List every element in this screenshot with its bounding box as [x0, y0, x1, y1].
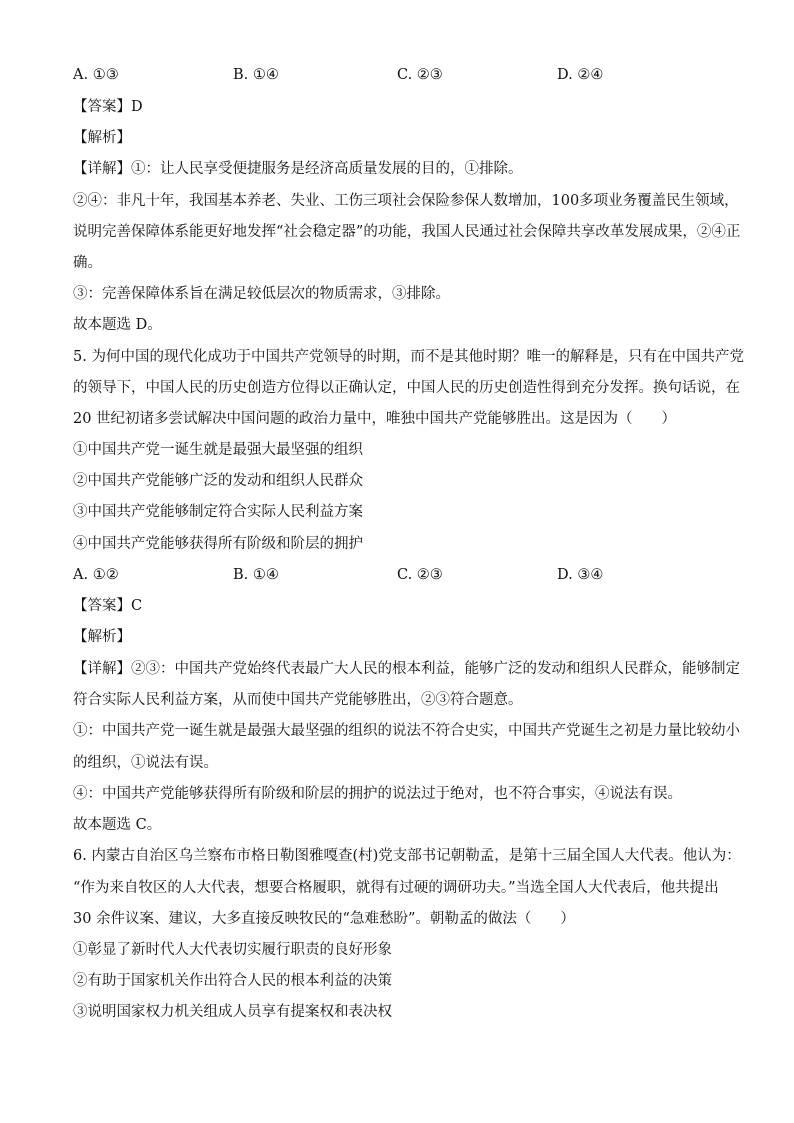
q5-item: ①中国共产党一诞生就是最强大最坚强的组织 — [73, 442, 363, 458]
q5-stem-line: 的领导下，中国人民的历史创造方位得以正确认定，中国人民的历史创造性得到充分发挥。换句话说，在 — [73, 380, 740, 396]
q6-stem-line: 30 余件议案、建议，大多直接反映牧民的“急难愁盼”。朝勒孟的做法（ ） — [73, 911, 575, 927]
q5-item: ④中国共产党能够获得所有阶级和阶层的拥护 — [73, 536, 363, 552]
q6-item: ③说明国家权力机关组成人员享有提案权和表决权 — [73, 1004, 392, 1020]
q5-option-a: A. ①② — [73, 567, 119, 583]
q4-explain-line: ②④：非凡十年，我国基本养老、失业、工伤三项社会保险参保人数增加，100多项业务覆盖民生领域， — [73, 193, 739, 209]
q6-item: ②有助于国家机关作出符合人民的根本利益的决策 — [73, 973, 392, 989]
q5-explain-line: ④：中国共产党能够获得所有阶级和阶层的拥护的说法过于绝对，也不符合事实，④说法有误。 — [73, 786, 682, 802]
q4-explain-line: ③：完善保障体系旨在满足较低层次的物质需求，③排除。 — [73, 286, 450, 302]
q6-stem-line: “作为来自牧区的人大代表，想要合格履职，就得有过硬的调研功夫。”当选全国人大代表后，他共提出 — [73, 880, 719, 896]
q5-stem-line: 20 世纪初诸多尝试解决中国问题的政治力量中，唯独中国共产党能够胜出。这是因为（ ） — [73, 411, 677, 427]
q4-explain-line: 说明完善保障体系能更好地发挥“社会稳定器”的功能，我国人民通过社会保障共享改革发展成果，②④正 — [73, 224, 741, 240]
q5-analysis-heading: 【解析】 — [73, 629, 131, 645]
q5-item: ②中国共产党能够广泛的发动和组织人民群众 — [73, 473, 363, 489]
q5-answer: 【答案】C — [73, 598, 143, 614]
q4-explain-line: 确。 — [73, 255, 102, 271]
q5-explain-line: 的组织，①说法有误。 — [73, 755, 218, 771]
q5-explain-line: 【详解】②③：中国共产党始终代表最广大人民的根本利益，能够广泛的发动和组织人民群众，能够制定 — [73, 661, 740, 677]
q5-explain-line: 故本题选 C。 — [73, 817, 162, 833]
q5-option-d: D. ③④ — [557, 567, 604, 583]
q4-option-a: A. ①③ — [73, 67, 119, 83]
q5-stem-line: 5. 为何中国的现代化成功于中国共产党领导的时期，而不是其他时期？唯一的解释是，只有在中国共产党 — [73, 349, 744, 365]
q4-analysis-heading: 【解析】 — [73, 130, 131, 146]
q4-option-b: B. ①④ — [233, 67, 279, 83]
q4-explain-line: 故本题选 D。 — [73, 317, 162, 333]
q5-item: ③中国共产党能够制定符合实际人民利益方案 — [73, 504, 363, 520]
q5-option-c: C. ②③ — [397, 567, 443, 583]
q6-stem-line: 6. 内蒙古自治区乌兰察布市格日勒图雅嘎查(村)党支部书记朝勒孟，是第十三届全国人大代表。他认为： — [73, 848, 741, 864]
q4-answer: 【答案】D — [73, 99, 143, 115]
q4-explain-line: 【详解】①：让人民享受便捷服务是经济高质量发展的目的，①排除。 — [73, 161, 523, 177]
q5-option-b: B. ①④ — [233, 567, 279, 583]
q4-option-c: C. ②③ — [397, 67, 443, 83]
q6-item: ①彰显了新时代人大代表切实履行职责的良好形象 — [73, 942, 392, 958]
q5-explain-line: 符合实际人民利益方案，从而使中国共产党能够胜出，②③符合题意。 — [73, 692, 523, 708]
q5-explain-line: ①：中国共产党一诞生就是最强大最坚强的组织的说法不符合史实，中国共产党诞生之初是力量比较幼小 — [73, 723, 740, 739]
q4-option-d: D. ②④ — [557, 67, 604, 83]
